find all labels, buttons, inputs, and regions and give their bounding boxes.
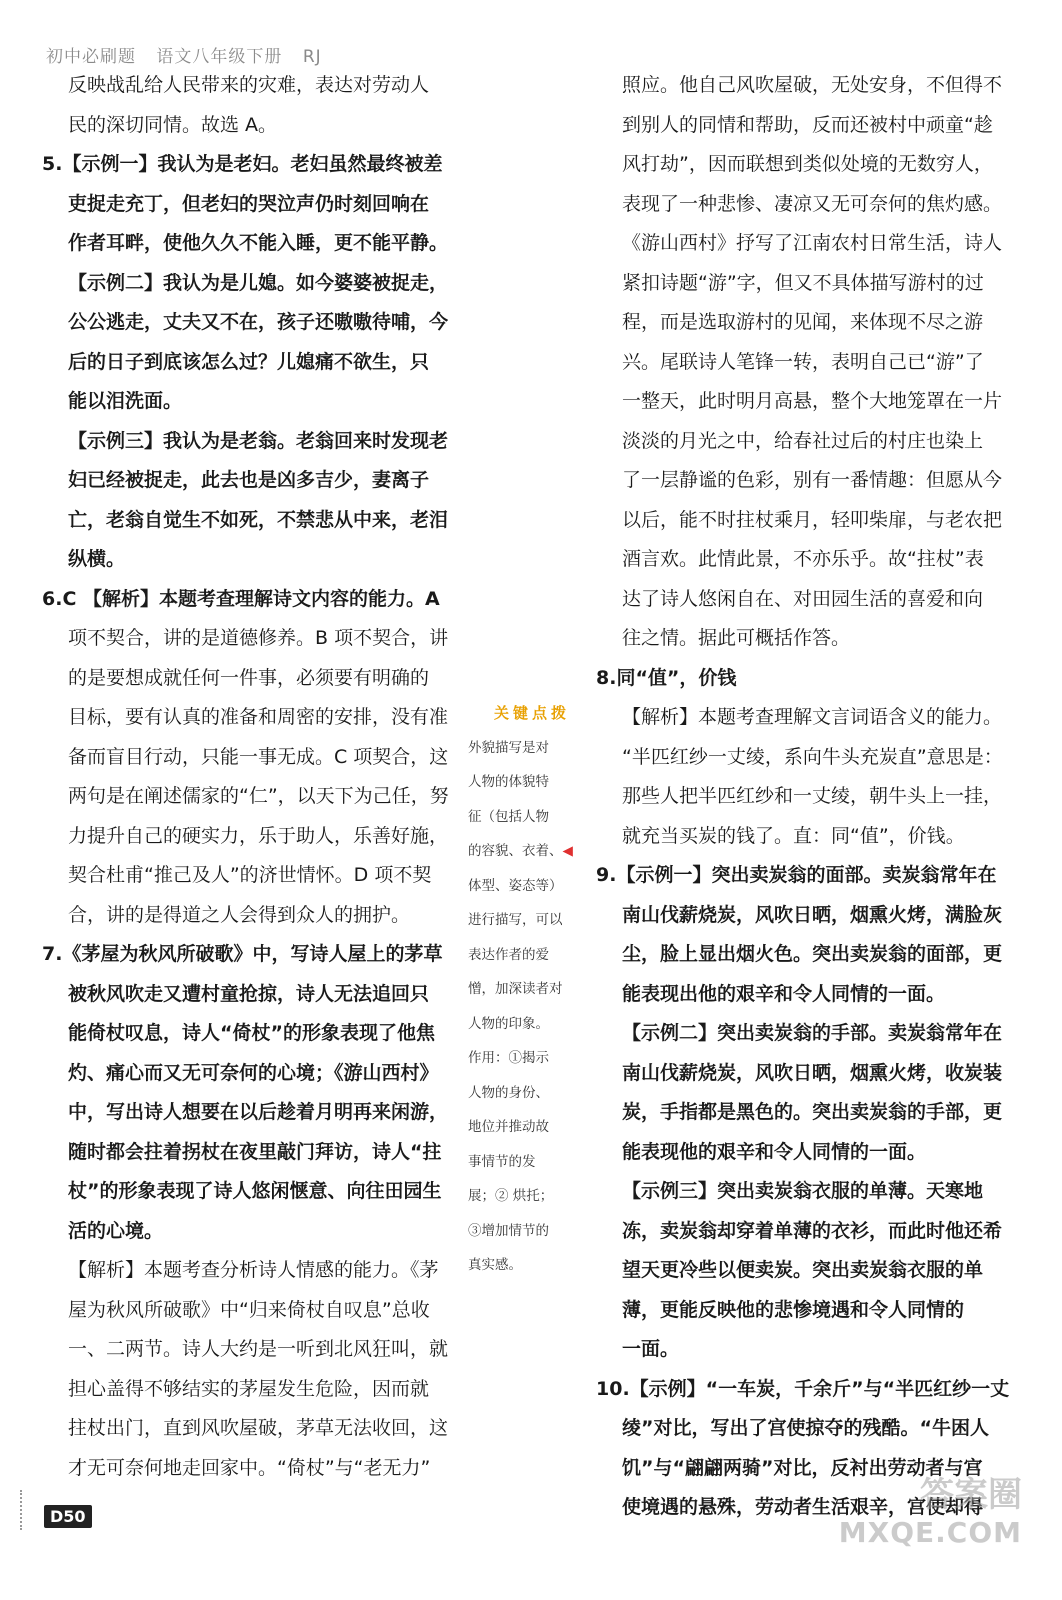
sidebar-line: 事情节的发 — [468, 1153, 536, 1170]
text-line: 【解析】本题考查理解文言词语含义的能力。 — [622, 706, 1003, 728]
text-line: 达了诗人悠闲自在、对田园生活的喜爱和向 — [622, 587, 984, 610]
pointer-arrow-icon: ◀ — [562, 843, 573, 859]
text-line: 吏捉走充丁，但老妇的哭泣声仍时刻回响在 — [68, 192, 430, 215]
text-line: 契合杜甫“推己及人”的济世情怀。D 项不契 — [68, 864, 432, 886]
text-line: 拄杖出门，直到风吹屋破，茅草无法收回，这 — [68, 1417, 449, 1439]
text-line: 【示例二】突出卖炭翁的手部。卖炭翁常年在 — [622, 1022, 1003, 1044]
text-line: 紧扣诗题“游”字，但又不具体描写游村的过 — [622, 271, 984, 294]
answer-paragraph — [42, 145, 466, 264]
text-line: 往之情。据此可概括作答。 — [622, 627, 851, 649]
sidebar-body — [468, 731, 580, 1283]
sidebar-line: 的容貌、衣着、◀ — [468, 843, 573, 859]
right-column — [596, 66, 1020, 1528]
text-line: 能表现他的艰辛和令人同情的一面。 — [622, 1140, 927, 1163]
text-line: 担心盖得不够结实的茅屋发生危险，因而就 — [68, 1377, 430, 1400]
text-line: 公公逃走，丈夫又不在，孩子还嗷嗷待哺，今 — [68, 311, 449, 333]
sidebar-line: 地位并推动故 — [468, 1119, 549, 1135]
sidebar-line: 人物的身份、 — [468, 1084, 549, 1101]
text-line: 表现了一种悲惨、凄凉又无可奈何的焦灼感。 — [622, 192, 1003, 215]
text-line: 民的深切同情。故选 A。 — [68, 113, 278, 136]
text-line: 被秋风吹走又遭村童抢掠，诗人无法追回只 — [68, 982, 430, 1005]
text-line: 炭，手指都是黑色的。突出卖炭翁的手部，更 — [622, 1101, 1003, 1123]
answer-paragraph — [600, 66, 1020, 659]
text-line: 备而盲目行动，只能一事无成。C 项契合，这 — [68, 745, 449, 768]
sidebar-line: 表达作者的爱 — [468, 946, 549, 963]
text-line: 到别人的同情和帮助，反而还被村中顽童“趁 — [622, 113, 993, 136]
text-line: 就充当买炭的钱了。直：同“值”，价钱。 — [622, 824, 965, 847]
text-line: 了一层静谧的色彩，别有一番情趣：但愿从今 — [622, 469, 1003, 491]
sidebar-line: 真实感。 — [468, 1257, 522, 1273]
key-points-sidebar — [468, 696, 580, 1283]
sidebar-line: 进行描写，可以 — [468, 912, 563, 928]
sidebar-line: 外貌描写是对 — [468, 739, 549, 756]
text-line: 薄，更能反映他的悲惨境遇和令人同情的 — [622, 1298, 965, 1321]
answer-paragraph — [596, 659, 1020, 699]
sidebar-line: 作用：①揭示 — [468, 1050, 549, 1066]
text-line: 以后，能不时拄杖乘月，轻叩柴扉，与老农把 — [622, 508, 1003, 531]
text-line: 后的日子到底该怎么过？儿媳痛不欲生，只 — [68, 350, 430, 373]
answer-paragraph — [46, 1251, 466, 1488]
book-title: 初中必刷题 — [46, 47, 136, 67]
text-line: 绫”对比，写出了宫使掠夺的残酷。“牛困人 — [622, 1417, 989, 1439]
sidebar-line: 人物的体貌特 — [468, 774, 549, 790]
answer-paragraph — [42, 580, 466, 936]
watermark-url: MXQE.COM — [838, 1516, 1022, 1549]
text-line: 6.C 【解析】本题考查理解诗文内容的能力。A — [42, 587, 440, 610]
page-header — [46, 42, 336, 67]
sidebar-line: 人物的印象。 — [468, 1015, 549, 1032]
text-line: 5.【示例一】我认为是老妇。老妇虽然最终被差 — [42, 153, 443, 175]
text-line: 两句是在阐述儒家的“仁”，以天下为己任，努 — [68, 785, 449, 807]
text-line: 酒言欢。此情此景，不亦乐乎。故“拄杖”表 — [622, 548, 984, 570]
sidebar-line: 展；② 烘托； — [468, 1188, 554, 1204]
sidebar-line: 征（包括人物 — [468, 808, 549, 825]
answer-paragraph — [46, 264, 466, 422]
text-line: 一面。 — [622, 1338, 680, 1360]
text-line: 南山伐薪烧炭，风吹日晒，烟熏火烤，满脸灰 — [622, 903, 1003, 926]
answer-paragraph — [600, 1172, 1020, 1370]
sidebar-line: 体型、姿态等） — [468, 877, 563, 894]
text-line: 杖”的形象表现了诗人悠闲惬意、向往田园生 — [68, 1180, 442, 1202]
text-line: 项不契合，讲的是道德修养。B 项不契合，讲 — [68, 627, 449, 649]
text-line: 作者耳畔，使他久久不能入睡，更不能平静。 — [68, 232, 449, 254]
text-line: “半匹红纱一丈绫，系向牛头充炭直”意思是： — [622, 745, 1003, 768]
text-line: 南山伐薪烧炭，风吹日晒，烟熏火烤，收炭装 — [622, 1061, 1003, 1084]
text-line: 【解析】本题考查分析诗人情感的能力。《茅 — [68, 1259, 439, 1281]
text-line: 那些人把半匹红纱和一丈绫，朝牛头上一挂， — [622, 785, 1003, 807]
page-edge-decoration — [20, 1490, 38, 1530]
answer-paragraph — [46, 422, 466, 580]
sidebar-line: ③增加情节的 — [468, 1222, 549, 1239]
text-line: 随时都会拄着拐杖在夜里敲门拜访，诗人“拄 — [68, 1140, 442, 1163]
answer-paragraph — [42, 935, 466, 1251]
text-line: 能倚杖叹息，诗人“倚杖”的形象表现了他焦 — [68, 1022, 435, 1044]
book-edition: RJ — [302, 47, 322, 67]
text-line: 一整天，此时明月高悬，整个大地笼罩在一片 — [622, 390, 1003, 412]
text-line: 力提升自己的硬实力，乐于助人，乐善好施， — [68, 824, 449, 847]
page-number: D50 — [44, 1505, 92, 1528]
text-line: 兴。尾联诗人笔锋一转，表明自己已“游”了 — [622, 350, 984, 373]
text-line: 饥”与“翩翩两骑”对比，反衬出劳动者与宫 — [622, 1456, 983, 1479]
text-line: 风打劫”，因而联想到类似处境的无数穷人， — [622, 153, 993, 175]
text-line: 【示例三】突出卖炭翁衣服的单薄。天寒地 — [622, 1180, 984, 1202]
text-line: 9.【示例一】突出卖炭翁的面部。卖炭翁常年在 — [596, 864, 997, 886]
text-line: 活的心境。 — [68, 1219, 164, 1242]
watermark-logo: 答案圈 — [920, 1475, 1022, 1515]
sidebar-title: 关键点拨 — [494, 704, 571, 722]
text-line: 灼、痛心而又无可奈何的心境；《游山西村》 — [68, 1061, 439, 1084]
text-line: 【示例三】我认为是老翁。老翁回来时发现老 — [68, 429, 449, 452]
answer-paragraph — [46, 66, 466, 145]
text-line: 合，讲的是得道之人会得到众人的拥护。 — [68, 903, 411, 926]
text-line: 10.【示例】“一车炭，千余斤”与“半匹红纱一丈 — [596, 1377, 1010, 1400]
answer-paragraph — [596, 856, 1020, 1014]
text-line: 纵横。 — [68, 548, 126, 570]
answer-paragraph — [600, 1014, 1020, 1172]
book-subject: 语文八年级下册 — [156, 47, 283, 67]
text-line: 目标，要有认真的准备和周密的安排，没有准 — [68, 706, 449, 728]
watermark — [839, 1476, 1022, 1552]
text-line: 一、二两节。诗人大约是一听到北风狂叫，就 — [68, 1338, 449, 1360]
text-line: 能表现出他的艰辛和令人同情的一面。 — [622, 982, 946, 1005]
text-line: 妇已经被捉走，此去也是凶多吉少，妻离子 — [68, 469, 430, 491]
text-line: 反映战乱给人民带来的灾难，表达对劳动人 — [68, 74, 430, 96]
text-line: 7.《茅屋为秋风所破歌》中，写诗人屋上的茅草 — [42, 943, 443, 965]
text-line: 照应。他自己风吹屋破，无处安身，不但得不 — [622, 74, 1003, 96]
text-line: 8.同“值”，价钱 — [596, 666, 737, 689]
text-line: 屋为秋风所破歌》中“归来倚杖自叹息”总收 — [68, 1298, 430, 1321]
sidebar-line: 憎，加深读者对 — [468, 981, 563, 997]
text-line: 《游山西村》抒写了江南农村日常生活，诗人 — [622, 232, 1003, 254]
text-line: 能以泪洗面。 — [68, 390, 183, 412]
left-column — [42, 66, 466, 1488]
text-line: 【示例二】我认为是儿媳。如今婆婆被捉走， — [68, 271, 449, 294]
text-line: 才无可奈何地走回家中。“倚杖”与“老无力” — [68, 1456, 431, 1479]
text-line: 望天更冷些以便卖炭。突出卖炭翁衣服的单 — [622, 1259, 984, 1281]
text-line: 尘，脸上显出烟火色。突出卖炭翁的面部，更 — [622, 943, 1003, 965]
text-line: 中，写出诗人想要在以后趁着月明再来闲游， — [68, 1101, 449, 1123]
answer-paragraph — [600, 698, 1020, 856]
text-line: 亡，老翁自觉生不如死，不禁悲从中来，老泪 — [68, 508, 449, 531]
text-line: 的是要想成就任何一件事，必须要有明确的 — [68, 666, 430, 689]
text-line: 使境遇的悬殊，劳动者生活艰辛，宫使却得 — [622, 1496, 984, 1518]
text-line: 程，而是选取游村的见闻，来体现不尽之游 — [622, 311, 984, 333]
text-line: 冻，卖炭翁却穿着单薄的衣衫，而此时他还希 — [622, 1219, 1003, 1242]
text-line: 淡淡的月光之中，给春社过后的村庄也染上 — [622, 429, 984, 452]
